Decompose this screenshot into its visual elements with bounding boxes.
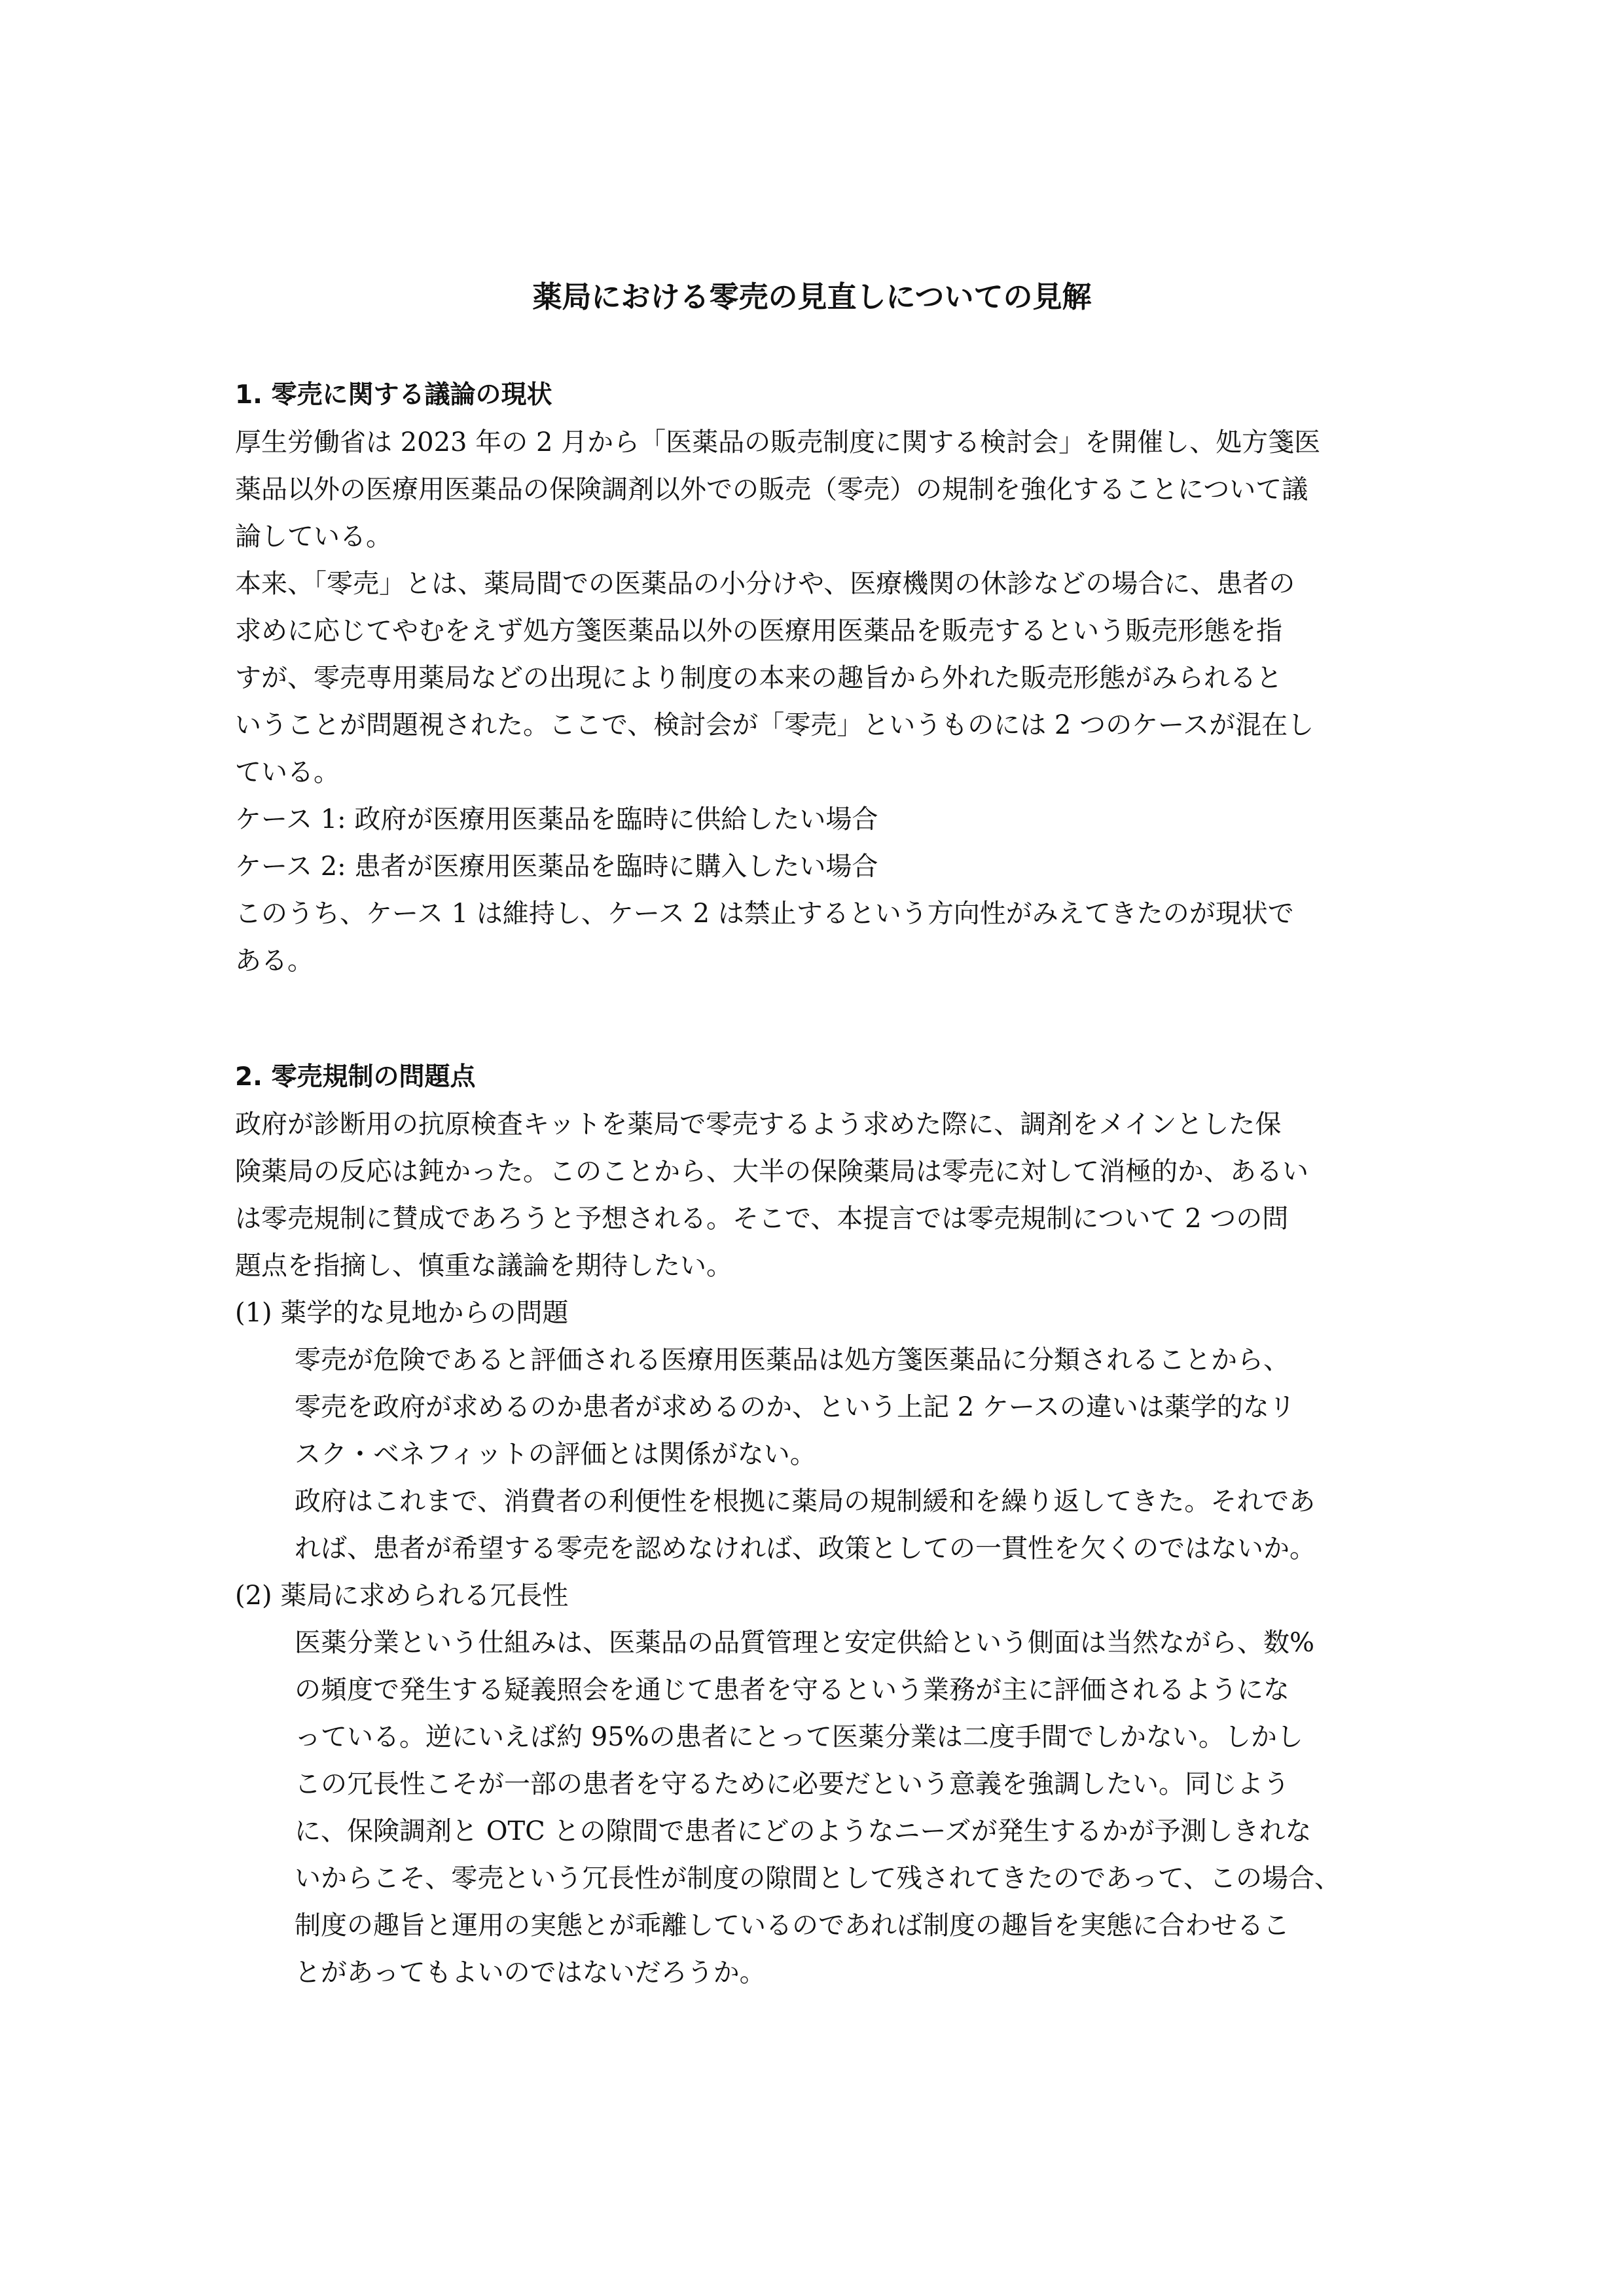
section-1-paragraph-2-line: すが、零売専用薬局などの出現により制度の本来の趣旨から外れた販売形態がみられると xyxy=(235,663,1282,693)
item-2-line: 制度の趣旨と運用の実態とが乖離しているのであれば制度の趣旨を実態に合わせるこ xyxy=(295,1910,1290,1941)
section-1-paragraph-3-line: このうち、ケース 1 は維持し、ケース 2 は禁止するという方向性がみえてきたのが現状で xyxy=(235,899,1294,929)
item-2-line: いからこそ、零売という冗長性が制度の隙間として残されてきたのであって、この場合、 xyxy=(295,1863,1341,1893)
section-1-paragraph-1-line: 薬品以外の医療用医薬品の保険調剤以外での販売（零売）の規制を強化することについて議 xyxy=(235,475,1308,505)
section-2-paragraph-1-line: 険薬局の反応は鈍かった。このことから、大半の保険薬局は零売に対して消極的か、あるい xyxy=(235,1157,1308,1187)
item-2-line: の頻度で発生する疑義照会を通じて患者を守るという業務が主に評価されるようにな xyxy=(295,1675,1290,1705)
item-1-line: 零売を政府が求めるのか患者が求めるのか、という上記 2 ケースの違いは薬学的なリ xyxy=(295,1392,1295,1422)
section-1-paragraph-2-line: 求めに応じてやむをえず処方箋医薬品以外の医療用医薬品を販売するという販売形態を指 xyxy=(235,616,1282,646)
item-2-label: (2) 薬局に求められる冗長性 xyxy=(235,1581,569,1611)
item-1-line: 零売が危険であると評価される医療用医薬品は処方箋医薬品に分類されることから、 xyxy=(295,1345,1290,1375)
item-2-line: とがあってもよいのではないだろうか。 xyxy=(295,1958,766,1988)
section-1-paragraph-2-line: いうことが問題視された。ここで、検討会が「零売」というものには 2 つのケースが混在し xyxy=(235,710,1314,740)
document-title: 薬局における零売の見直しについての見解 xyxy=(532,279,1092,314)
item-1-line: 政府はこれまで、消費者の利便性を根拠に薬局の規制緩和を繰り返してきた。それであ xyxy=(295,1486,1316,1516)
section-2-paragraph-1-line: 題点を指摘し、慎重な議論を期待したい。 xyxy=(235,1251,732,1281)
item-2-line: この冗長性こそが一部の患者を守るために必要だという意義を強調したい。同じよう xyxy=(295,1769,1290,1799)
section-2-paragraph-1-line: は零売規制に賛成であろうと予想される。そこで、本提言では零売規制について 2 つの問 xyxy=(235,1204,1289,1234)
section-1-paragraph-1-line: 厚生労働省は 2023 年の 2 月から「医薬品の販売制度に関する検討会」を開催し、処方箋医 xyxy=(235,427,1321,457)
section-1-heading: 1. 零売に関する議論の現状 xyxy=(235,380,552,410)
section-2-paragraph-1-line: 政府が診断用の抗原検査キットを薬局で零売するよう求めた際に、調剤をメインとした保 xyxy=(235,1109,1282,1139)
item-1-line: スク・ベネフィットの評価とは関係がない。 xyxy=(295,1439,816,1469)
item-1-label: (1) 薬学的な見地からの問題 xyxy=(235,1298,569,1328)
case-1-line: ケース 1: 政府が医療用医薬品を臨時に供給したい場合 xyxy=(235,804,878,834)
item-1-line: れば、患者が希望する零売を認めなければ、政策としての一貫性を欠くのではないか。 xyxy=(295,1534,1316,1564)
section-1-paragraph-2-line: 本来、「零売」とは、薬局間での医薬品の小分けや、医療機関の休診などの場合に、患者の xyxy=(235,569,1295,599)
section-1-paragraph-1-line: 論している。 xyxy=(235,522,392,552)
item-2-line: 医薬分業という仕組みは、医薬品の品質管理と安定供給という側面は当然ながら、数% xyxy=(295,1628,1315,1658)
section-2-heading: 2. 零売規制の問題点 xyxy=(235,1062,476,1092)
item-2-line: に、保険調剤と OTC との隙間で患者にどのようなニーズが発生するかが予測しきれな xyxy=(295,1816,1312,1846)
case-2-line: ケース 2: 患者が医療用医薬品を臨時に購入したい場合 xyxy=(235,852,878,882)
section-1-paragraph-2-line: ている。 xyxy=(235,757,340,787)
item-2-line: っている。逆にいえば約 95%の患者にとって医薬分業は二度手間でしかない。しかし xyxy=(295,1722,1303,1752)
section-1-paragraph-3-line: ある。 xyxy=(235,946,314,976)
